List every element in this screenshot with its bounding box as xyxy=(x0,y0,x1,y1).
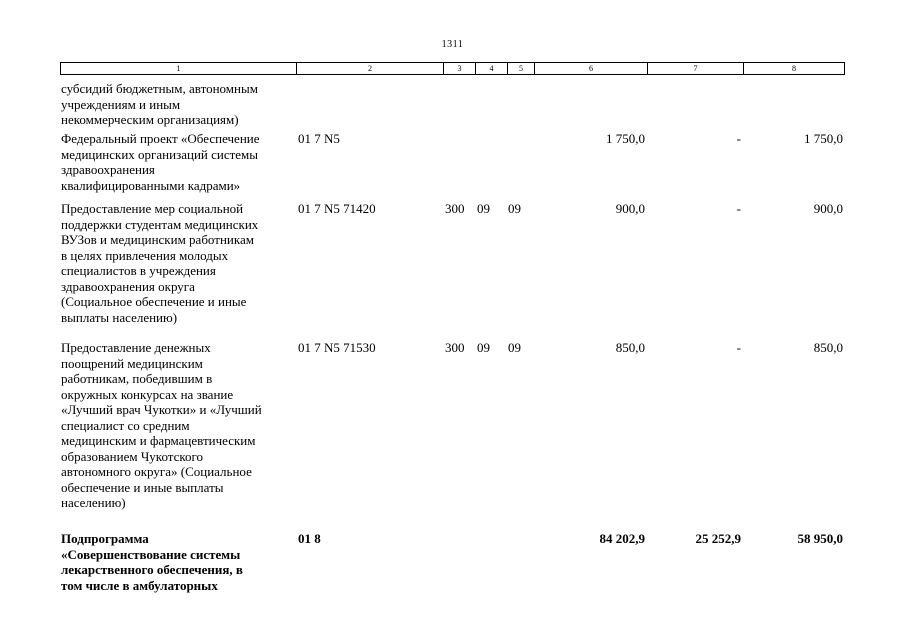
row-name-line: ВУЗов и медицинским работникам xyxy=(61,232,254,247)
row-name-line: здравоохранения xyxy=(61,162,155,177)
header-col-3: 3 xyxy=(444,62,476,75)
row-value-8: 1 750,0 xyxy=(804,131,843,146)
row-name xyxy=(61,81,297,128)
row-col-3: 300 xyxy=(445,340,465,355)
page-number: 1311 xyxy=(441,39,464,50)
row-value-7: - xyxy=(736,131,741,146)
row-value-6: 900,0 xyxy=(615,201,645,216)
header-col-1: 1 xyxy=(60,62,297,75)
row-name-line: образованием Чукотского xyxy=(61,448,204,464)
row-name-line: выплаты населению) xyxy=(61,309,178,325)
header-col-2: 2 xyxy=(297,62,444,75)
row-name-line: учреждениям и иным xyxy=(61,96,181,112)
row-name-line: субсидий бюджетным, автономным xyxy=(61,81,258,96)
row-name-line: Подпрограмма xyxy=(61,531,149,546)
row-name-line: Федеральный проект «Обеспечение xyxy=(61,131,260,146)
header-col-7: 7 xyxy=(648,62,744,75)
row-name-line: специалист со средним xyxy=(61,417,190,433)
row-name-line: Предоставление денежных xyxy=(61,340,211,355)
row-code: 01 8 xyxy=(298,531,321,546)
row-name xyxy=(61,131,297,193)
header-col-8: 8 xyxy=(744,62,845,75)
row-name-line: квалифицированными кадрами» xyxy=(61,177,241,193)
row-name-line: специалистов в учреждения xyxy=(61,263,216,278)
header-col-6: 6 xyxy=(535,62,648,75)
row-col-4: 09 xyxy=(477,340,490,355)
row-name-line: здравоохранения округа xyxy=(61,278,195,294)
row-value-6: 1 750,0 xyxy=(606,131,645,146)
row-name-line: том числе в амбулаторных xyxy=(61,577,218,593)
row-value-6: 850,0 xyxy=(615,340,645,355)
row-value-7: - xyxy=(736,340,741,355)
row-col-3: 300 xyxy=(445,201,465,216)
row-name-line: в целях привлечения молодых xyxy=(61,247,229,263)
row-value-7: - xyxy=(736,201,741,216)
row-name-line: поддержки студентам медицинских xyxy=(61,216,259,232)
row-value-6: 84 202,9 xyxy=(599,531,645,546)
row-col-5: 09 xyxy=(508,340,521,355)
row-name-line: населению) xyxy=(61,495,126,510)
row-name-line: автономного округа» (Социальное xyxy=(61,464,252,479)
row-value-7: 25 252,9 xyxy=(695,531,741,546)
row-col-4: 09 xyxy=(477,201,490,216)
row-value-8: 58 950,0 xyxy=(797,531,843,546)
row-code: 01 7 N5 xyxy=(298,131,340,146)
row-name-line: лекарственного обеспечения, в xyxy=(61,562,243,577)
row-name xyxy=(61,340,297,511)
row-col-5: 09 xyxy=(508,201,521,216)
row-name-line: работникам, победившим в xyxy=(61,371,213,386)
row-name xyxy=(61,531,297,593)
row-name-line: «Лучший врач Чукотки» и «Лучший xyxy=(61,402,262,417)
row-name-line: некоммерческим организациям) xyxy=(61,112,239,127)
row-name-line: «Совершенствование системы xyxy=(61,546,241,562)
row-name-line: окружных конкурсах на звание xyxy=(61,386,234,402)
row-value-8: 850,0 xyxy=(813,340,843,355)
row-code: 01 7 N5 71420 xyxy=(298,201,376,216)
row-name-line: медицинским и фармацевтическим xyxy=(61,433,256,448)
row-name-line: обеспечение и иные выплаты xyxy=(61,479,224,495)
row-name xyxy=(61,201,297,325)
row-name-line: поощрений медицинским xyxy=(61,355,203,371)
row-name-line: (Социальное обеспечение и иные xyxy=(61,294,247,309)
header-col-5: 5 xyxy=(508,62,535,75)
table-header xyxy=(60,62,845,76)
header-col-4: 4 xyxy=(476,62,508,75)
row-code: 01 7 N5 71530 xyxy=(298,340,376,355)
row-name-line: медицинских организаций системы xyxy=(61,146,259,162)
row-name-line: Предоставление мер социальной xyxy=(61,201,244,216)
row-value-8: 900,0 xyxy=(813,201,843,216)
